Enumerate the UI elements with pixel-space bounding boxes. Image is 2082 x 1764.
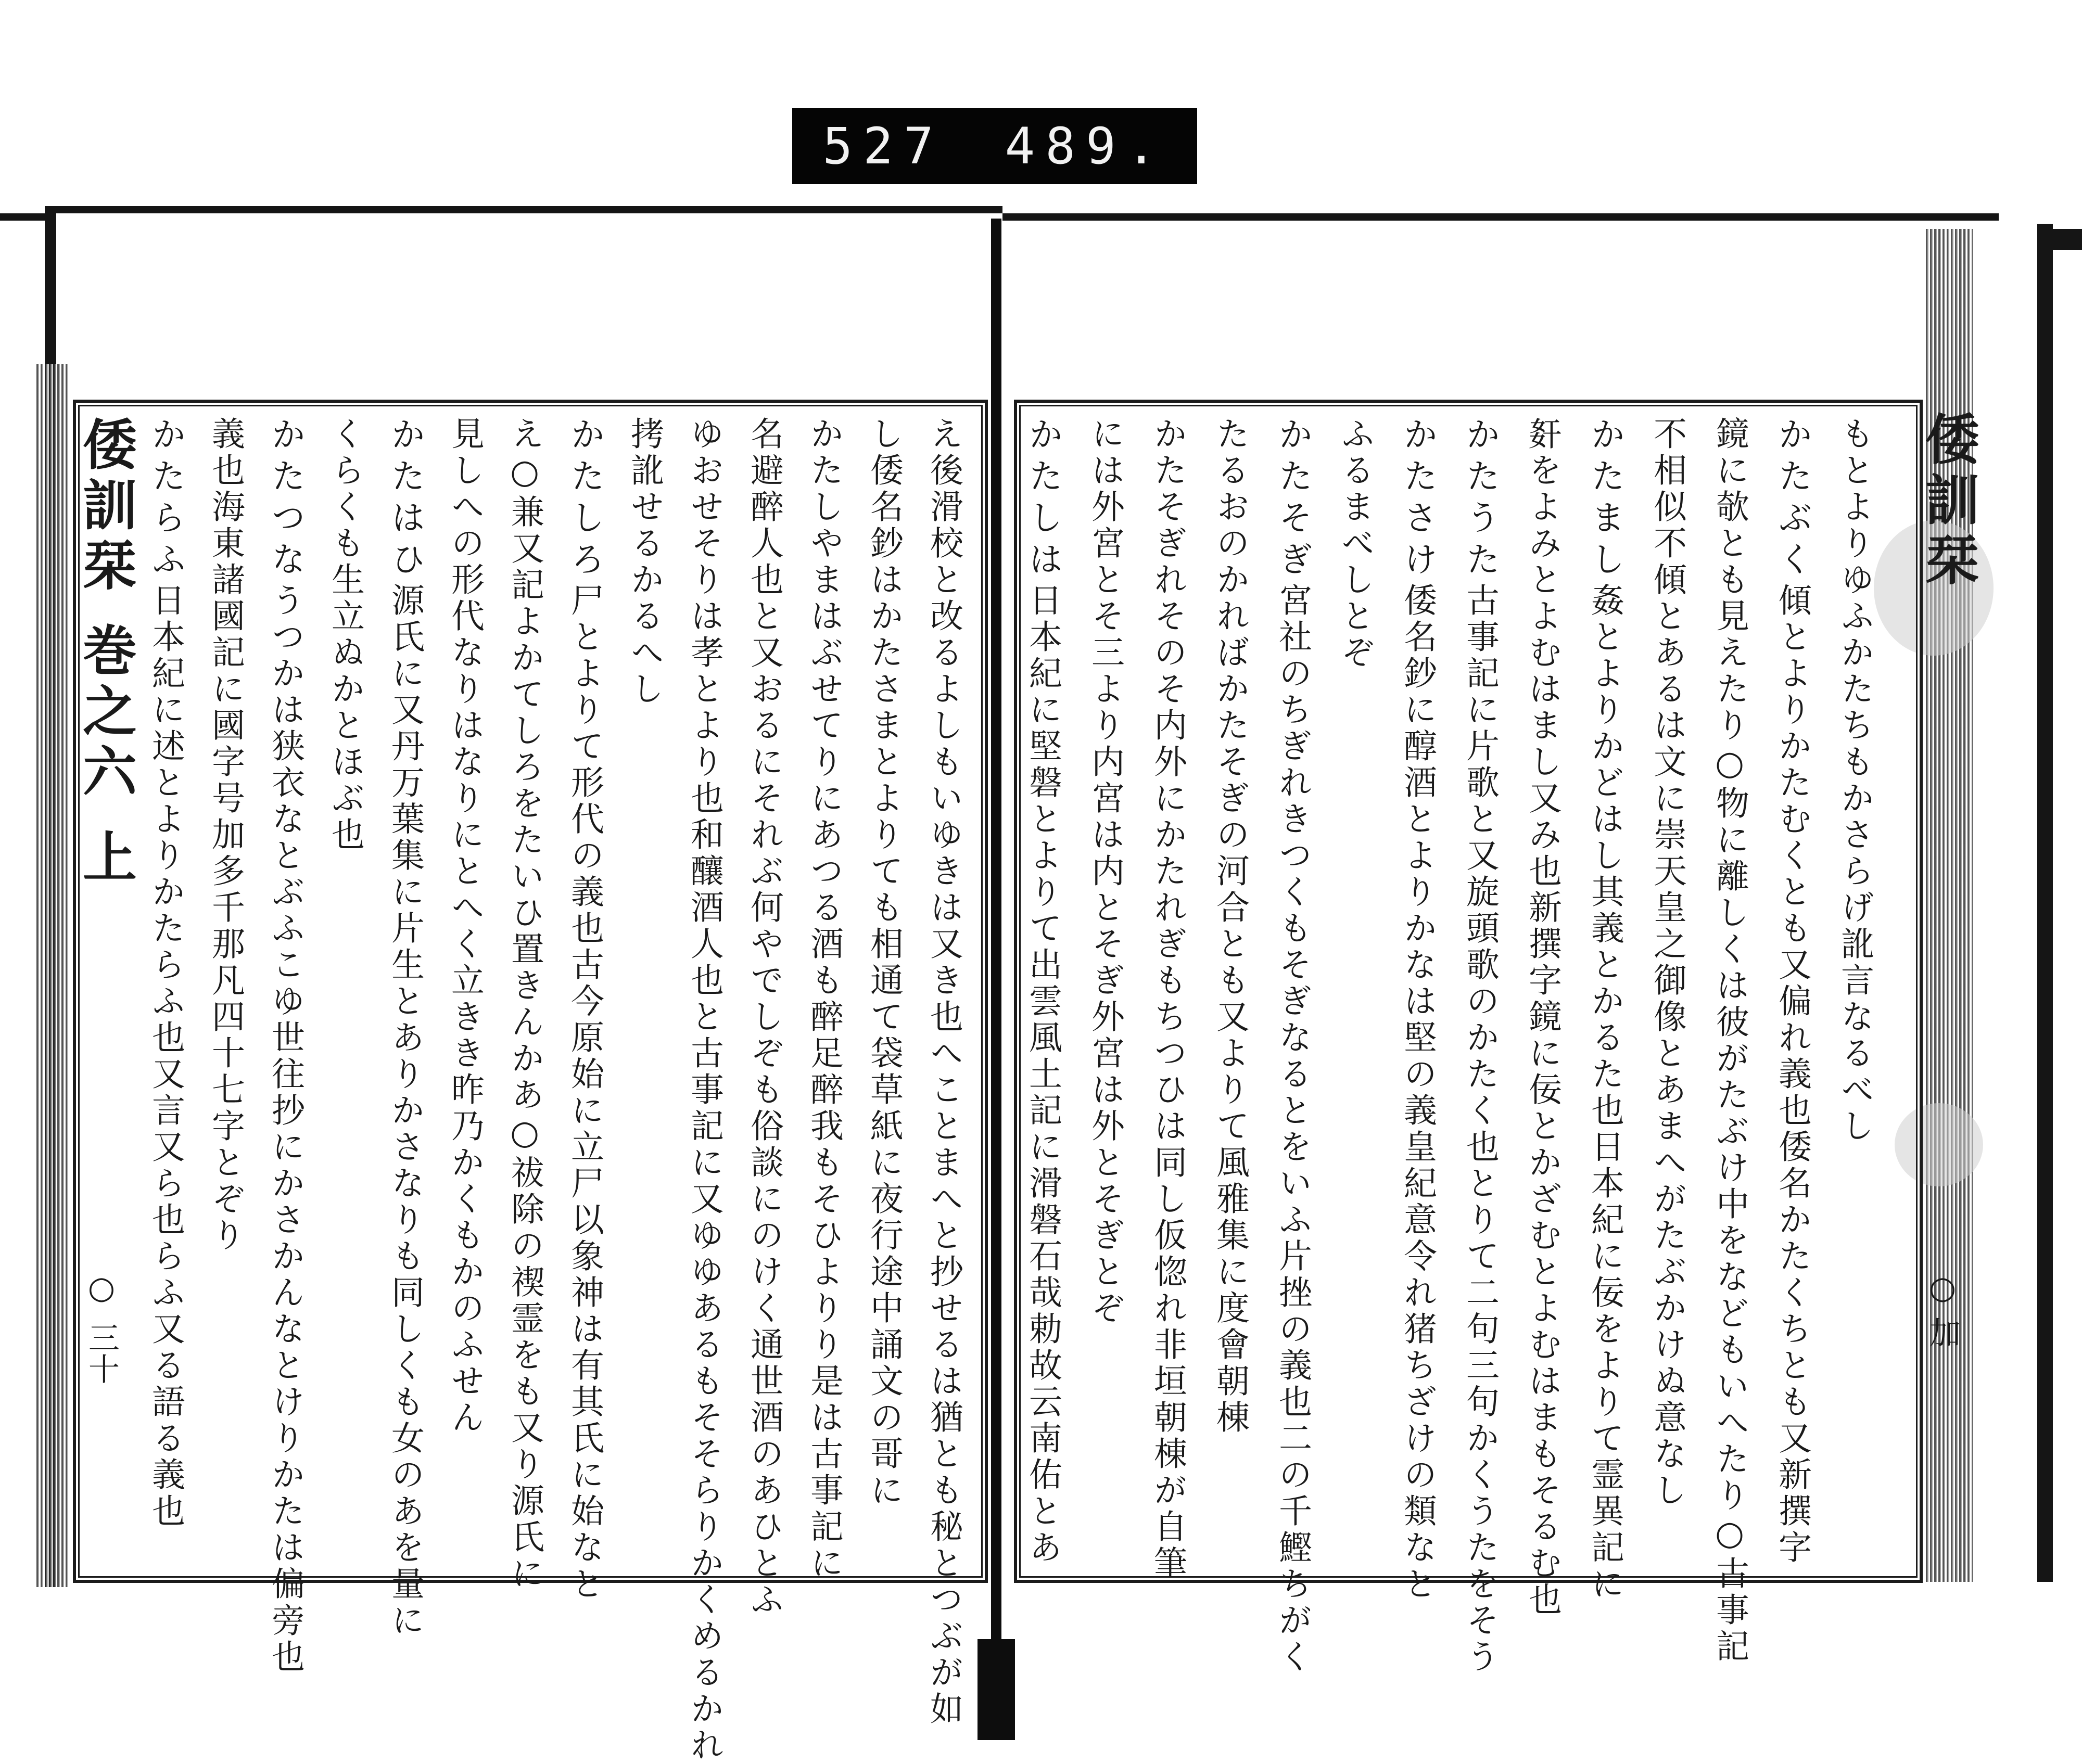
right-folio-number: 加 (1924, 1316, 1961, 1348)
right-column-3 (1710, 416, 1749, 1665)
headword: かたまし (1585, 416, 1625, 583)
entry-text: 見しへの形代なりはなりにとへく立きき昨乃かくもかのふせん (446, 416, 484, 1436)
entry-text: 尸とよりて形代の義也古今原始に立尸以象神は有其氏に始なと (565, 583, 604, 1603)
call-number-right: 489. (1005, 117, 1167, 175)
call-number-left: 527 (822, 117, 944, 175)
entry-text: 拷訛せるかるへし (625, 416, 664, 708)
left-column-8 (505, 416, 544, 1592)
entry-text: たるおのかればかたそぎの河合とも又よりて風雅集に度會朝棟 (1211, 416, 1249, 1436)
entry-text: 源氏に又丹万葉集に片生とありかさなりも同しくも女のあを量に (386, 583, 424, 1639)
entry-text: かたそぎれそのそ内外にかたれぎもちつひは同し仮惚れ非垣朝棟が自筆 (1148, 416, 1187, 1582)
left-page-title: 倭訓栞 巻之六 上 (73, 416, 137, 889)
headword: かたらふ (146, 416, 186, 583)
left-column-2 (867, 416, 901, 1551)
entry-text: ゆおせそりは孝とより也和釀酒人也と古事記に又ゆゆあるもそそらりかくめるかれ (685, 416, 723, 1764)
book-gutter (991, 219, 1001, 1717)
left-page-edge (36, 364, 68, 1587)
headword: かたそぎ (1273, 416, 1313, 583)
left-column-10 (385, 416, 425, 1639)
right-column-9 (1338, 416, 1372, 1551)
headword: かたはひ (385, 416, 425, 583)
left-column-3 (805, 416, 843, 1582)
entry-text: 鏡に欹とも見えたり○物に離しくは彼がたぶけ中をなどもいへたり○古事記 (1710, 416, 1749, 1665)
right-column-5 (1585, 416, 1625, 1603)
entry-text: 倭名鈔に醇酒とよりかなは堅の義皇紀意令れ猪ちざけの類なと (1398, 583, 1437, 1603)
entry-text: もとよりゆふかたちもかさらげ訛言なるべし (1835, 416, 1874, 1145)
entry-text: ふるまべしとぞ (1336, 416, 1374, 671)
entry-text: 日本紀に述とよりかたらふ也又言又ら也らふ又る語る義也 (146, 583, 185, 1530)
entry-text: え○兼又記よかてしろをたいひ置きんかあ○祓除の禊霊をも又り源氏に (505, 416, 544, 1592)
left-column-12 (265, 416, 306, 1676)
right-column-8 (1398, 416, 1438, 1603)
entry-text: 義也海東諸國記に國字号加多千那凡四十七字とぞり (206, 416, 245, 1254)
left-column-11 (328, 416, 362, 1551)
entry-text: 日本紀に堅磐とよりて出雲風土記に滑磐石哉勅故云南佑とあ (1023, 583, 1062, 1566)
right-column-4 (1650, 416, 1684, 1551)
right-column-12 (1148, 416, 1187, 1582)
headword: かたさけ (1398, 416, 1438, 583)
left-column-4 (745, 416, 783, 1618)
left-column-6 (627, 416, 662, 1551)
entry-text: 古事記に片歌と又旋頭歌のかたく也とりて二句三句かくうたをそう (1461, 583, 1499, 1676)
entry-text: 名避醉人也と又おるにそれぶ何やでしぞも俗談にのけく通世酒のあひとふ (745, 416, 783, 1618)
right-column-14 (1023, 416, 1063, 1566)
right-column-2 (1772, 416, 1812, 1566)
left-column-7 (565, 416, 605, 1603)
entry-text: うつかは狭衣なとぶふこゆ世往抄にかさかんなとけりかたは偏旁也 (266, 583, 304, 1676)
right-page-title: 倭訓栞 (1916, 411, 1980, 592)
entry-text: 宮社のちぎれきつくもそぎなるとをいふ片挫の義也二の千鰹ちがく (1273, 583, 1312, 1676)
left-column-13 (208, 416, 243, 1551)
headword: かたうた (1460, 416, 1500, 583)
entry-text: 姦とよりかどはし其義とかるた也日本紀に佞をよりて霊異記に (1585, 583, 1624, 1603)
entry-text: え後滑校と改るよしもいゆきは又き也へことまへと抄せるは猶とも秘とつぶが如 (924, 416, 963, 1728)
entry-text: かたしやまはぶせてりにあつる酒も醉足醉我もそひよりり是は古事記に (805, 416, 843, 1582)
headword: かたつな (265, 416, 306, 583)
left-column-14 (146, 416, 186, 1551)
left-column-9 (448, 416, 482, 1551)
right-column-10 (1273, 416, 1313, 1676)
right-column-11 (1213, 416, 1247, 1551)
right-column-13 (1088, 416, 1122, 1551)
gutter-bottom (977, 1639, 1015, 1740)
right-column-6 (1523, 416, 1562, 1618)
entry-text: 傾とよりかたむくとも又偏れ義也倭名かたくちとも又新撰字 (1773, 583, 1811, 1566)
headword: かたしろ (565, 416, 605, 583)
entry-text: し倭名鈔はかたさまとよりても相通て袋草紙に夜行途中誦文の哥に (865, 416, 903, 1509)
right-column-1 (1837, 416, 1872, 1551)
right-column-7 (1460, 416, 1500, 1676)
left-folio-mark: ○ (83, 1270, 120, 1306)
headword: かたしは (1023, 416, 1063, 583)
left-column-1 (924, 416, 963, 1728)
left-folio-number: 三十 (83, 1322, 120, 1384)
entry-text: 不相似不傾とあるは文に崇天皇之御像とあまへがたぶかけぬ意なし (1648, 416, 1686, 1509)
entry-text: には外宮とそ三より内宮は内とそぎ外宮は外とそぎとぞ (1086, 416, 1124, 1327)
entry-text: くらくも生立ぬかとほぶ也 (326, 416, 364, 853)
headword: かたぶく (1772, 416, 1812, 583)
entry-text: 姧をよみとよむはまし又み也新撰字鏡に佞とかざむとよむはまもそるむ也 (1523, 416, 1562, 1618)
call-number-label (792, 108, 1197, 184)
right-folio-mark: ○ (1924, 1270, 1961, 1306)
left-column-5 (685, 416, 723, 1764)
